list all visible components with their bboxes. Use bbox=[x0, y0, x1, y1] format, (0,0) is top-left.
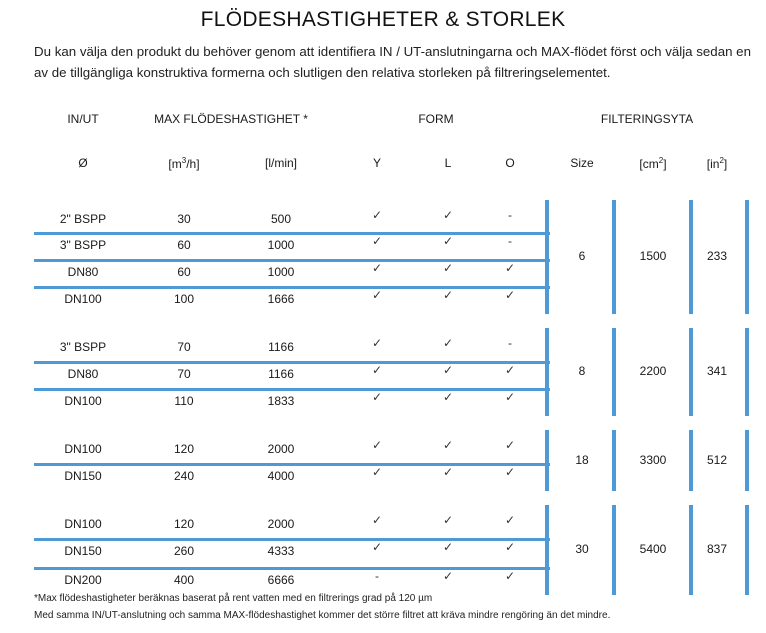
cell-y: ✓ bbox=[371, 363, 383, 377]
cell-o: ✓ bbox=[504, 288, 516, 302]
cell-y: ✓ bbox=[371, 438, 383, 452]
cell-m3h: 60 bbox=[177, 238, 191, 252]
group-in2: 837 bbox=[706, 542, 728, 556]
cell-l: ✓ bbox=[442, 390, 454, 404]
row-divider bbox=[34, 567, 550, 570]
header-filter-area: FILTERINGSYTA bbox=[600, 112, 694, 126]
cell-conn: DN100 bbox=[64, 517, 102, 531]
header-m3h: $[m^3/h]$ bbox=[168, 156, 200, 171]
cell-lmin: 1000 bbox=[267, 265, 295, 279]
header-form: FORM bbox=[418, 112, 454, 126]
group-bar bbox=[689, 200, 693, 314]
cell-o: ✓ bbox=[504, 363, 516, 377]
group-bar bbox=[545, 505, 549, 595]
group-bar bbox=[689, 505, 693, 595]
cell-m3h: 120 bbox=[173, 442, 195, 456]
group-cm2: 1500 bbox=[639, 249, 667, 263]
group-in2: 233 bbox=[706, 249, 728, 263]
cell-lmin: 500 bbox=[270, 212, 292, 226]
page-title: FLÖDESHASTIGHETER & STORLEK bbox=[200, 8, 566, 31]
group-bar bbox=[612, 505, 616, 595]
cell-lmin: 4333 bbox=[267, 544, 295, 558]
cell-conn: 3" BSPP bbox=[59, 340, 107, 354]
cell-m3h: 100 bbox=[173, 292, 195, 306]
cell-l: ✓ bbox=[442, 513, 454, 527]
cell-l: ✓ bbox=[442, 208, 454, 222]
group-cm2: 5400 bbox=[639, 542, 667, 556]
group-size: 6 bbox=[578, 249, 586, 263]
cell-l: ✓ bbox=[442, 234, 454, 248]
cell-y: ✓ bbox=[371, 234, 383, 248]
cell-conn: DN150 bbox=[64, 469, 102, 483]
group-size: 30 bbox=[575, 542, 589, 556]
header-size: Size bbox=[570, 156, 594, 170]
cell-o: ✓ bbox=[504, 390, 516, 404]
cell-m3h: 400 bbox=[173, 573, 195, 587]
header-maxflow: MAX FLÖDESHASTIGHET * bbox=[154, 112, 308, 126]
header-cm2: $[cm^2]$ bbox=[639, 156, 667, 171]
cell-m3h: 70 bbox=[177, 367, 191, 381]
cell-lmin: 1833 bbox=[267, 394, 295, 408]
header-form-y: Y bbox=[372, 156, 382, 170]
header-lmin: [l/min] bbox=[264, 156, 298, 170]
intro-text: Du kan välja den produkt du behöver genom att identifiera IN / UT-anslutningarna och MAX-flödet först och välja sedan en av de tillgängliga konstruktiva formerna och slutligen den relativa storleken på filtreringselementet. bbox=[34, 44, 751, 80]
cell-lmin: 2000 bbox=[267, 517, 295, 531]
group-bar bbox=[545, 200, 549, 314]
cell-y: - bbox=[375, 569, 379, 583]
cell-conn: DN200 bbox=[64, 573, 102, 587]
cell-o: ✓ bbox=[504, 513, 516, 527]
group-bar bbox=[745, 328, 749, 416]
cell-m3h: 260 bbox=[173, 544, 195, 558]
footnote-cleaning: Med samma IN/UT-anslutning och samma MAX-flödeshastighet kommer det större filtret att kräva mindre rengöring än det mindre. bbox=[34, 610, 611, 621]
cell-l: ✓ bbox=[442, 540, 454, 554]
group-bar bbox=[612, 200, 616, 314]
row-divider bbox=[34, 259, 550, 262]
cell-l: ✓ bbox=[442, 363, 454, 377]
cell-lmin: 2000 bbox=[267, 442, 295, 456]
group-bar bbox=[745, 200, 749, 314]
cell-m3h: 30 bbox=[177, 212, 191, 226]
cell-conn: DN80 bbox=[67, 265, 99, 279]
footnote-flowrate: *Max flödeshastigheter beräknas baserat på rent vatten med en filtrerings grad på 120 µm bbox=[34, 593, 433, 604]
group-size: 8 bbox=[578, 364, 586, 378]
group-bar bbox=[689, 328, 693, 416]
row-divider bbox=[34, 388, 550, 391]
cell-conn: 2" BSPP bbox=[59, 212, 107, 226]
group-bar bbox=[689, 430, 693, 491]
cell-y: ✓ bbox=[371, 288, 383, 302]
group-cm2: 2200 bbox=[639, 364, 667, 378]
group-bar bbox=[745, 505, 749, 595]
header-inout: IN/UT bbox=[67, 112, 99, 126]
cell-l: ✓ bbox=[442, 336, 454, 350]
group-bar bbox=[612, 430, 616, 491]
cell-conn: 3" BSPP bbox=[59, 238, 107, 252]
cell-lmin: 1166 bbox=[268, 367, 294, 381]
cell-l: ✓ bbox=[442, 288, 454, 302]
row-divider bbox=[34, 361, 550, 364]
cell-m3h: 240 bbox=[173, 469, 195, 483]
cell-l: ✓ bbox=[442, 569, 454, 583]
cell-lmin: 4000 bbox=[267, 469, 295, 483]
cell-conn: DN100 bbox=[64, 292, 102, 306]
header-diameter: Ø bbox=[78, 156, 88, 170]
row-divider bbox=[34, 538, 550, 541]
cell-y: ✓ bbox=[371, 208, 383, 222]
cell-conn: DN100 bbox=[64, 394, 102, 408]
cell-y: ✓ bbox=[371, 261, 383, 275]
group-in2: 512 bbox=[706, 453, 728, 467]
cell-l: ✓ bbox=[442, 438, 454, 452]
header-form-l: L bbox=[444, 156, 452, 170]
group-bar bbox=[612, 328, 616, 416]
group-bar bbox=[545, 328, 549, 416]
cell-lmin: 6666 bbox=[267, 573, 295, 587]
group-cm2: 3300 bbox=[639, 453, 667, 467]
row-divider bbox=[34, 286, 550, 289]
cell-y: ✓ bbox=[371, 390, 383, 404]
group-size: 18 bbox=[575, 453, 589, 467]
cell-o: - bbox=[508, 336, 512, 350]
cell-y: ✓ bbox=[371, 336, 383, 350]
group-in2: 341 bbox=[706, 364, 728, 378]
cell-y: ✓ bbox=[371, 513, 383, 527]
cell-o: ✓ bbox=[504, 261, 516, 275]
cell-o: ✓ bbox=[504, 438, 516, 452]
cell-o: ✓ bbox=[504, 540, 516, 554]
cell-y: ✓ bbox=[371, 540, 383, 554]
cell-m3h: 110 bbox=[174, 394, 194, 408]
cell-y: ✓ bbox=[371, 465, 383, 479]
cell-m3h: 120 bbox=[173, 517, 195, 531]
cell-lmin: 1166 bbox=[268, 340, 294, 354]
cell-conn: DN150 bbox=[64, 544, 102, 558]
cell-m3h: 70 bbox=[177, 340, 191, 354]
cell-l: ✓ bbox=[442, 261, 454, 275]
row-divider bbox=[34, 463, 550, 466]
cell-o: - bbox=[508, 234, 512, 248]
cell-conn: DN100 bbox=[64, 442, 102, 456]
cell-lmin: 1666 bbox=[267, 292, 295, 306]
cell-o: ✓ bbox=[504, 465, 516, 479]
row-divider bbox=[34, 232, 550, 235]
cell-m3h: 60 bbox=[177, 265, 191, 279]
cell-o: ✓ bbox=[504, 569, 516, 583]
cell-l: ✓ bbox=[442, 465, 454, 479]
cell-o: - bbox=[508, 208, 512, 222]
cell-lmin: 1000 bbox=[267, 238, 295, 252]
cell-conn: DN80 bbox=[67, 367, 99, 381]
header-in2: $[in^2]$ bbox=[706, 156, 728, 171]
group-bar bbox=[745, 430, 749, 491]
group-bar bbox=[545, 430, 549, 491]
header-form-o: O bbox=[505, 156, 515, 170]
